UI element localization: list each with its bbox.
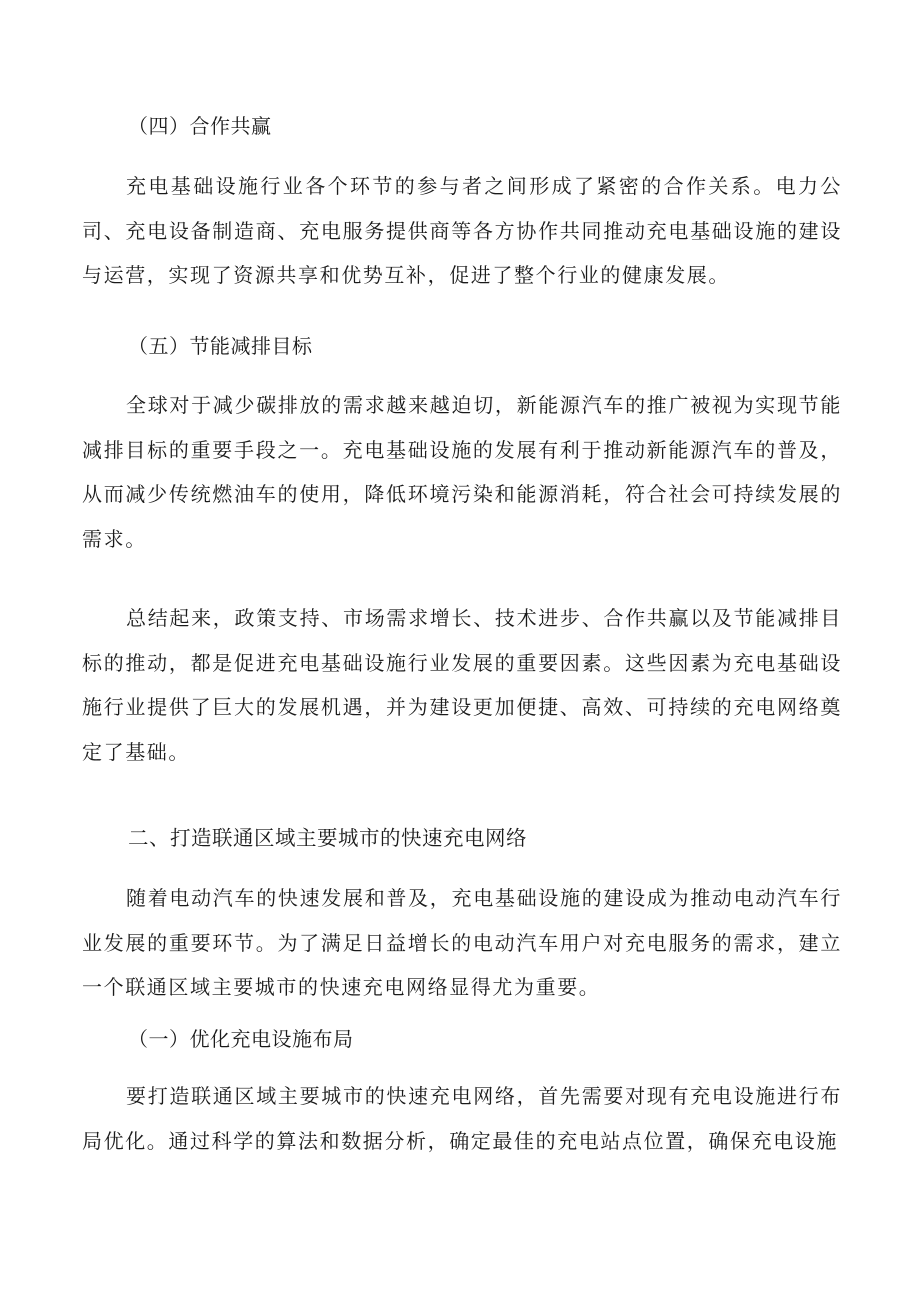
paragraph-summary: 总结起来，政策支持、市场需求增长、技术进步、合作共赢以及节能减排目标的推动，都是促进充电基础设施行业发展的重要因素。这些因素为充电基础设施行业提供了巨大的发展机遇，并为建设更加便捷、高效、可持续的充电网络奠定了基础。 xyxy=(82,606,842,764)
section-heading-energy-saving: （五）节能减排目标 xyxy=(128,334,313,358)
section-heading-cooperation: （四）合作共赢 xyxy=(128,114,272,138)
paragraph-optimize-layout: 要打造联通区域主要城市的快速充电网络，首先需要对现有充电设施进行布局优化。通过科学的算法和数据分析，确定最佳的充电站点位置，确保充电设施 xyxy=(82,1084,842,1153)
paragraph-cooperation: 充电基础设施行业各个环节的参与者之间形成了紧密的合作关系。电力公司、充电设备制造商、充电服务提供商等各方协作共同推动充电基础设施的建设与运营，实现了资源共享和优势互补，促进了整个行业的健康发展。 xyxy=(82,174,842,287)
paragraph-energy-saving: 全球对于减少碳排放的需求越来越迫切，新能源汽车的推广被视为实现节能减排目标的重要手段之一。充电基础设施的发展有利于推动新能源汽车的普及，从而减少传统燃油车的使用，降低环境污染和能源消耗，符合社会可持续发展的需求。 xyxy=(82,393,842,551)
chapter-heading-fast-charging-network: 二、打造联通区域主要城市的快速充电网络 xyxy=(128,826,527,850)
paragraph-fast-charging-intro: 随着电动汽车的快速发展和普及，充电基础设施的建设成为推动电动汽车行业发展的重要环节。为了满足日益增长的电动汽车用户对充电服务的需求，建立一个联通区域主要城市的快速充电网络显得尤为重要。 xyxy=(82,886,842,999)
section-heading-optimize-layout: （一）优化充电设施布局 xyxy=(128,1027,354,1051)
